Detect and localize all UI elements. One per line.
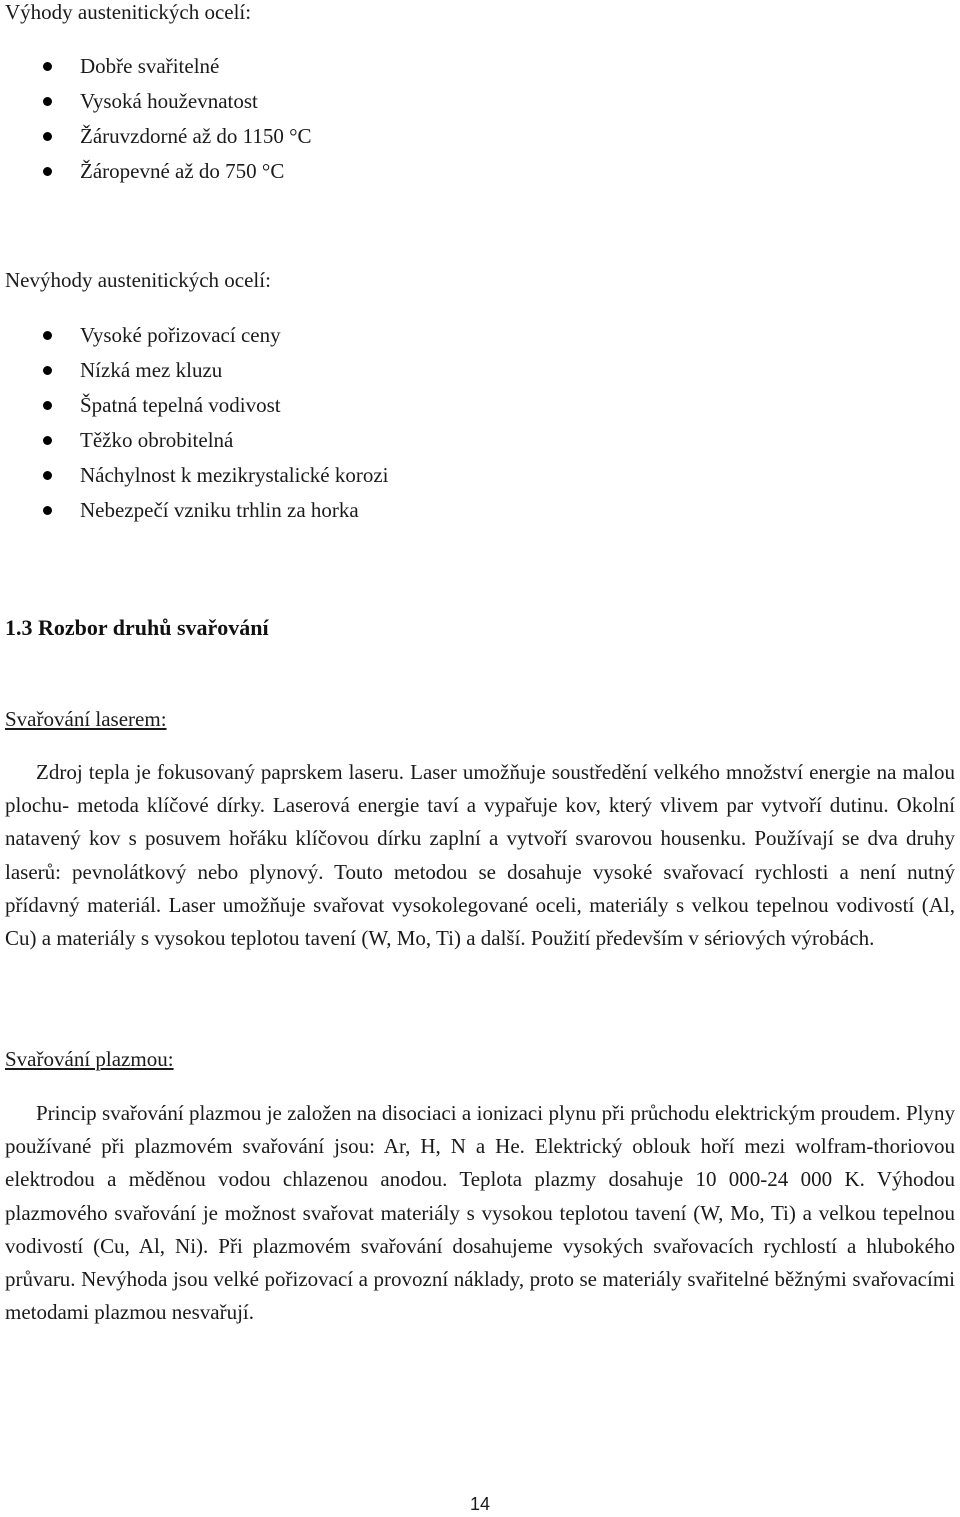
list-item-text: Nízká mez kluzu: [80, 358, 223, 382]
bullet-icon: [43, 506, 52, 515]
list-item-text: Dobře svařitelné: [80, 54, 220, 78]
list-item-text: Žáruvzdorné až do 1150 °C: [80, 124, 312, 148]
bullet-icon: [43, 331, 52, 340]
list-item-text: Nebezpečí vzniku trhlin za horka: [80, 498, 359, 522]
laser-heading: Svařování laserem:: [5, 707, 167, 731]
bullet-icon: [43, 436, 52, 445]
list-item: [5, 353, 389, 388]
laser-paragraph: Zdroj tepla je fokusovaný paprskem laseru. Laser umožňuje soustředění velkého množství energie na malou plochu- metoda klíčové dírky. Laserová energie taví a vypařuje kov, který vlivem par vytvoří dutinu. Okolní natavený kov s posuvem hořáku klíčovou dírku zaplní a vytvoří svarovou housenku. Používají se dva druhy laserů: pevnolátkový nebo plynový. Touto metodou se dosahuje vysoké svařovací rychlosti a není nutný přídavný materiál. Laser umožňuje svařovat vysokolegované oceli, materiály s velkou tepelnou vodivostí (Al, Cu) a materiály s vysokou teplotou tavení (W, Mo, Ti) a další. Použití především v sériových výrobách.: [5, 760, 955, 951]
document-page: [5, 0, 955, 1517]
list-item-text: Žáropevné až do 750 °C: [80, 159, 285, 183]
list-item-text: Náchylnost k mezikrystalické korozi: [80, 463, 389, 487]
section-heading: 1.3 Rozbor druhů svařování: [5, 615, 269, 640]
page-number: 14: [469, 1494, 491, 1514]
bullet-icon: [43, 97, 52, 106]
list-item: [5, 458, 389, 493]
list-item-text: Špatná tepelná vodivost: [80, 393, 281, 417]
advantages-list: [5, 49, 312, 189]
list-item: [5, 49, 312, 84]
list-item: [5, 388, 389, 423]
list-item-text: Těžko obrobitelná: [80, 428, 234, 452]
bullet-icon: [43, 62, 52, 71]
list-item: [5, 119, 312, 154]
list-item: [5, 493, 389, 528]
bullet-icon: [43, 132, 52, 141]
list-item-text: Vysoká houževnatost: [80, 89, 258, 113]
list-item: [5, 154, 312, 189]
list-item: [5, 318, 389, 353]
list-item: [5, 84, 312, 119]
plasma-heading: Svařování plazmou:: [5, 1047, 174, 1071]
bullet-icon: [43, 471, 52, 480]
list-item-text: Vysoké pořizovací ceny: [80, 323, 281, 347]
disadvantages-title: Nevýhody austenitických ocelí:: [5, 268, 271, 292]
disadvantages-list: [5, 318, 389, 528]
bullet-icon: [43, 167, 52, 176]
advantages-title: Výhody austenitických ocelí:: [5, 0, 252, 24]
plasma-paragraph: Princip svařování plazmou je založen na disociaci a ionizaci plynu při průchodu elektrickým proudem. Plyny používané při plazmovém svařování jsou: Ar, H, N a He. Elektrický oblouk hoří mezi wolfram-thoriovou elektrodou a měděnou vodou chlazenou anodou. Teplota plazmy dosahuje 10 000-24 000 K. Výhodou plazmového svařování je možnost svařovat materiály s vysokou teplotou tavení (W, Mo, Ti) a velkou tepelnou vodivostí (Cu, Al, Ni). Při plazmovém svařování dosahujeme vysokých svařovacích rychlostí a hlubokého průvaru. Nevýhoda jsou velké pořizovací a provozní náklady, proto se materiály svařitelné běžnými svařovacími metodami plazmou nesvařují.: [5, 1101, 955, 1325]
list-item: [5, 423, 389, 458]
bullet-icon: [43, 401, 52, 410]
bullet-icon: [43, 366, 52, 375]
